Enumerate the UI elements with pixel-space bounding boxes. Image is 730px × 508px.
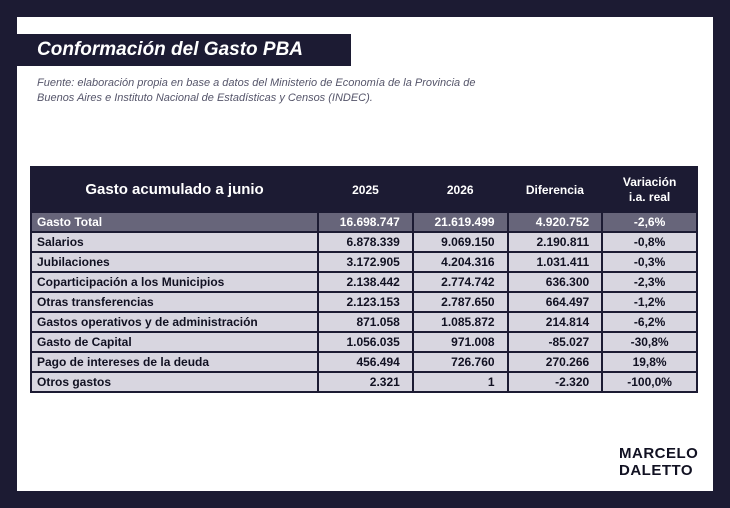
table-row xyxy=(31,292,697,312)
cell-difference: 2.190.811 xyxy=(508,232,603,252)
table-header-row xyxy=(31,167,697,212)
row-label: Otras transferencias xyxy=(31,292,318,312)
logo-line-2: DALETTO xyxy=(619,462,694,479)
cell-variation: -6,2% xyxy=(602,312,697,332)
row-label: Gastos operativos y de administración xyxy=(31,312,318,332)
cell-variation: -100,0% xyxy=(602,372,697,392)
cell-variation: -30,8% xyxy=(602,332,697,352)
table-row xyxy=(31,232,697,252)
cell-difference: 4.920.752 xyxy=(508,212,603,232)
cell-2025: 6.878.339 xyxy=(318,232,413,252)
table-row xyxy=(31,352,697,372)
table-row xyxy=(31,312,697,332)
cell-variation: -2,3% xyxy=(602,272,697,292)
page-title: Conformación del Gasto PBA xyxy=(37,39,304,60)
row-label: Gasto Total xyxy=(31,212,318,232)
brand-logo xyxy=(619,445,698,479)
cell-variation: -1,2% xyxy=(602,292,697,312)
cell-2025: 871.058 xyxy=(318,312,413,332)
cell-2026: 1 xyxy=(413,372,508,392)
row-label: Coparticipación a los Municipios xyxy=(31,272,318,292)
header-2025: 2025 xyxy=(318,167,413,212)
cell-2026: 971.008 xyxy=(413,332,508,352)
cell-variation: -0,3% xyxy=(602,252,697,272)
cell-difference: 1.031.411 xyxy=(508,252,603,272)
row-label: Gasto de Capital xyxy=(31,332,318,352)
cell-variation: 19,8% xyxy=(602,352,697,372)
cell-difference: 664.497 xyxy=(508,292,603,312)
row-label: Pago de intereses de la deuda xyxy=(31,352,318,372)
table-row xyxy=(31,252,697,272)
cell-2026: 726.760 xyxy=(413,352,508,372)
header-concept: Gasto acumulado a junio xyxy=(31,167,318,212)
cell-2025: 2.321 xyxy=(318,372,413,392)
cell-difference: -2.320 xyxy=(508,372,603,392)
cell-2025: 456.494 xyxy=(318,352,413,372)
cell-2025: 16.698.747 xyxy=(318,212,413,232)
cell-difference: 270.266 xyxy=(508,352,603,372)
spending-table xyxy=(30,166,698,393)
row-label: Jubilaciones xyxy=(31,252,318,272)
cell-2026: 2.774.742 xyxy=(413,272,508,292)
row-label: Otros gastos xyxy=(31,372,318,392)
source-note: Fuente: elaboración propia en base a datos del Ministerio de Economía de la Provincia de Buenos Aires e Instituto Nacional de Estadísticas y Censos (INDEC). xyxy=(37,77,476,104)
cell-2026: 2.787.650 xyxy=(413,292,508,312)
cell-2025: 2.138.442 xyxy=(318,272,413,292)
header-variation xyxy=(602,167,697,212)
row-label: Salarios xyxy=(31,232,318,252)
cell-2026: 9.069.150 xyxy=(413,232,508,252)
cell-difference: 636.300 xyxy=(508,272,603,292)
cell-2026: 21.619.499 xyxy=(413,212,508,232)
table-row xyxy=(31,372,697,392)
infographic-card xyxy=(17,17,713,491)
header-variation-label: Variación i.a. real xyxy=(622,174,677,204)
cell-2026: 1.085.872 xyxy=(413,312,508,332)
cell-variation: -0,8% xyxy=(602,232,697,252)
table-total-row xyxy=(31,212,697,232)
title-banner xyxy=(17,34,351,66)
header-2026: 2026 xyxy=(413,167,508,212)
table-row xyxy=(31,332,697,352)
cell-variation: -2,6% xyxy=(602,212,697,232)
cell-2025: 3.172.905 xyxy=(318,252,413,272)
cell-difference: -85.027 xyxy=(508,332,603,352)
header-difference: Diferencia xyxy=(508,167,603,212)
cell-2025: 2.123.153 xyxy=(318,292,413,312)
logo-line-1: MARCELO xyxy=(619,445,699,462)
cell-difference: 214.814 xyxy=(508,312,603,332)
cell-2026: 4.204.316 xyxy=(413,252,508,272)
table-row xyxy=(31,272,697,292)
cell-2025: 1.056.035 xyxy=(318,332,413,352)
